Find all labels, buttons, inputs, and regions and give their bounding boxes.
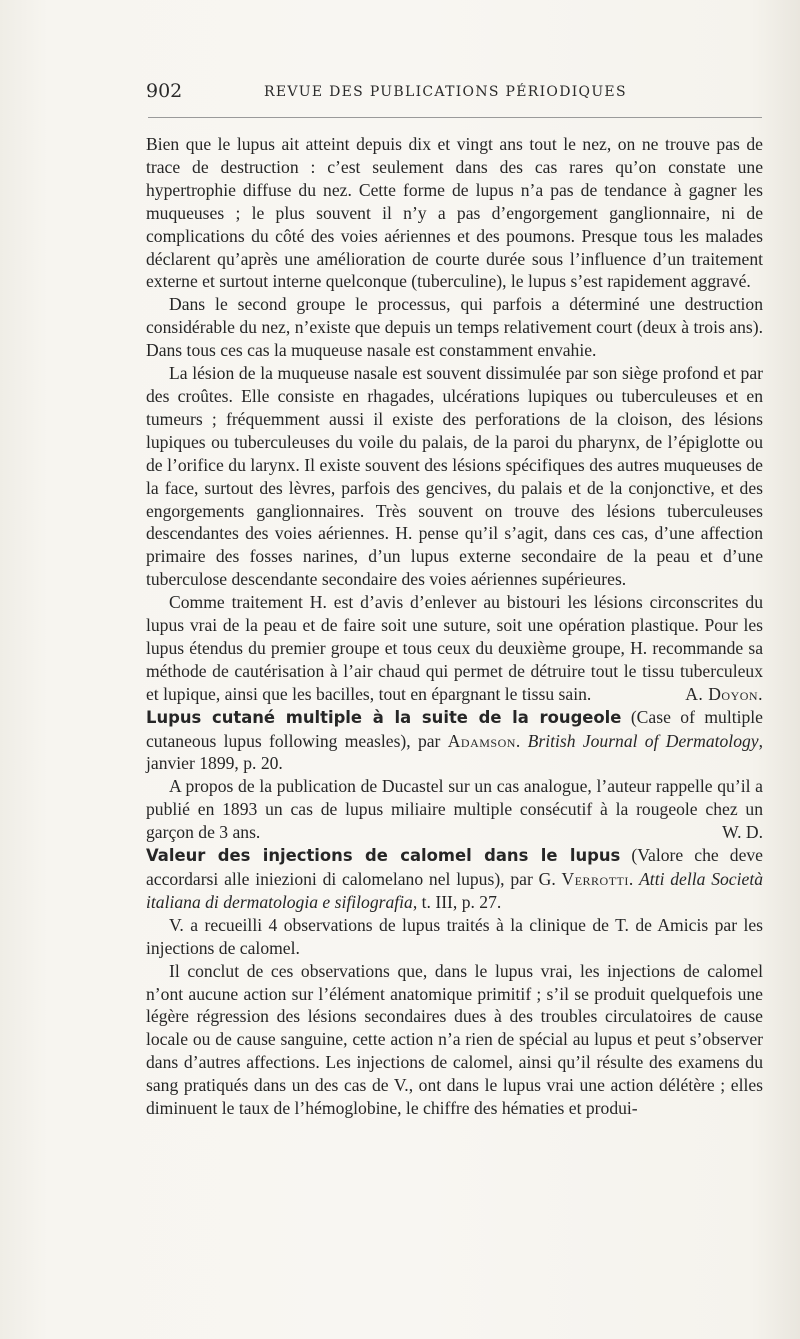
paragraph: Bien que le lupus ait atteint depuis dix et vingt ans tout le nez, on ne trouve pas de trace de destruction : c’est seulement dans des cas rares qu’on constate une hypertrophie diffuse du nez. Cette forme de lupus n’a pas de tendance à gagner les muqueuses ; le plus souvent il n’y a pas d’engorgement ganglionnaire, ni de complications du côté des voies aériennes et des poumons. Presque tous les malades déclarent qu’après une amélioration de courte durée sous l’influence d’un traitement externe et surtout interne quelconque (tuberculine), le lupus s’est rapidement aggravé. [146, 134, 763, 292]
article-reference: , t. III, p. 27. [412, 891, 502, 912]
paragraph: V. a recueilli 4 observations de lupus traités à la clinique de T. de Amicis par les injections de calomel. [146, 914, 763, 958]
article-reference: (Valore che deve accordarsi alle iniezioni di calomelano nel lupus), par G. [146, 845, 763, 889]
article-title: Valeur des injections de calomel dans le lupus [146, 846, 621, 866]
paragraph: Dans le second groupe le processus, qui parfois a déterminé une destruction considérable du nez, n’existe que depuis un temps relativement court (deux à trois ans). Dans tous ces cas la muqueuse nasale est constamment envahie. [146, 294, 763, 361]
article-author: Verrotti [561, 869, 629, 889]
paragraph [146, 591, 763, 706]
signature: A. Doyon. [685, 683, 763, 704]
article-entry [146, 706, 763, 776]
paragraph: Il conclut de ces observations que, dans le lupus vrai, les injections de calomel n’ont aucune action sur l’élément anatomique primitif ; s’il se produit quelquefois une légère régression des lésions secondaires dues à des troubles circulatoires de cause locale ou de cause sanguine, cette action n’a rien de spécial au lupus et peut s’observer dans d’autres affections. Les injections de calomel, ainsi qu’il résulte des examens du sang pratiqués dans un des cas de V., ont dans le lupus vrai une action délétère ; elles diminuent le taux de l’hémoglobine, le chiffre des hématies et produi- [146, 960, 763, 1119]
header-rule [148, 117, 762, 118]
paragraph: La lésion de la muqueuse nasale est souvent dissimulée par son siège profond et par des croûtes. Elle consiste en rhagades, ulcérations lupiques ou tuberculeuses et en tumeurs ; fréquemment aussi il existe des perforations de la cloison, des lésions lupiques ou tuberculeuses du voile du palais, de la paroi du pharynx, de l’épiglotte ou de l’orifice du larynx. Il existe souvent des lésions spécifiques des autres muqueuses de la face, surtout des lèvres, parfois des gencives, du palais et de la conjonctive, et des engorgements ganglionnaires. Très souvent on trouve des lésions tuberculeuses descendantes des voies aériennes. H. pense qu’il s’agit, dans ces cas, d’une affection primaire des fosses narines, d’un lupus externe secondaire de la peau et d’une tuberculose descendante secondaire des voies aériennes supérieures. [146, 363, 763, 590]
article-author: Adamson [447, 730, 516, 751]
article-reference: . [515, 730, 528, 751]
signature: W. D. [722, 822, 763, 843]
running-title: REVUE DES PUBLICATIONS PÉRIODIQUES [264, 84, 627, 100]
paragraph [146, 775, 763, 844]
article-reference: (Case of multiple cutaneous lupus following measles), par [146, 706, 763, 751]
article-entry [146, 844, 763, 914]
article-reference: . [628, 869, 640, 889]
paragraph-text: Comme traitement H. est d’avis d’enlever au bistouri les lésions circonscrites du lupus vrai de la peau et de faire soit une suture, soit une opération plastique. Pour les lupus étendus du premier groupe et tous ceux du deuxième groupe, H. recommande sa méthode de cautérisation à l’air chaud qui permet de détruire tout le tissu tuberculeux et lupique, ainsi que les bacilles, tout en épargnant le tissu sain. [146, 592, 763, 704]
page-header [146, 80, 762, 110]
article-reference: , janvier 1899, p. 20. [146, 730, 764, 774]
article-journal: Atti della Società italiana di dermatologia e sifilografia [146, 869, 764, 912]
paragraph-text: A propos de la publication de Ducastel sur un cas analogue, l’auteur rappelle qu’il a publié en 1893 un cas de lupus miliaire multiple consécutif à la rougeole chez un garçon de 3 ans. [146, 776, 763, 843]
article-journal: British Journal of Dermatology [527, 730, 759, 751]
page-number: 902 [146, 80, 183, 102]
body-text [146, 133, 763, 1120]
article-title: Lupus cutané multiple à la suite de la rougeole [146, 707, 622, 727]
